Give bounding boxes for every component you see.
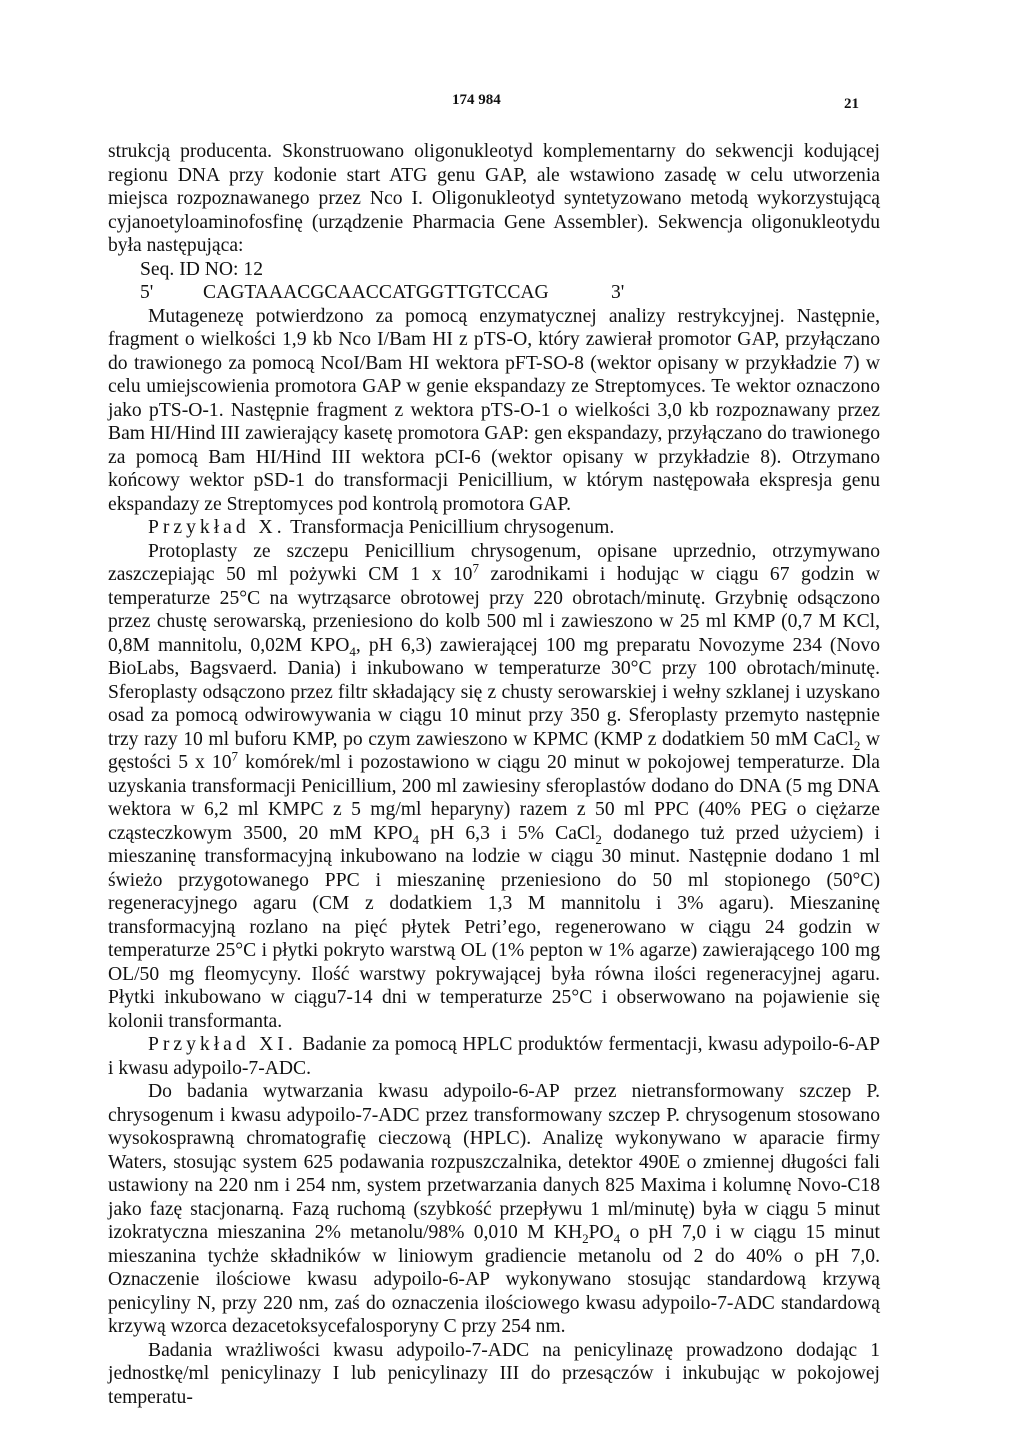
example-11-heading (108, 1033, 880, 1080)
sequence-letters: CAGTAAACGCAACCATGGTTGTCCAG (203, 282, 549, 303)
text-segment: PO (588, 1222, 614, 1243)
page-header (0, 92, 1024, 116)
subscript: 2 (582, 1230, 589, 1246)
subscript: 4 (349, 643, 356, 659)
subscript: 4 (613, 1230, 621, 1246)
sequence-line (108, 281, 880, 305)
text-segment: Protoplasty ze szczepu Penicillium chrysogenum, opisane uprzednio, otrzymywano zaszczepiając 50 ml pożywki CM 1 x 10 (108, 540, 880, 585)
page-number: 21 (844, 96, 859, 112)
text-segment: Do badania wytwarzania kwasu adypoilo-6-AP przez nietransformowany szczep P. chrysogenum i kwasu adypoilo-7-ADC przez transformowany szczep P. chrysogenum stosowano wysokosprawną chromatografię cieczową (HPLC). Analizę wykonywano w aparacie firmy Waters, stosując system 625 podawania rozpuszczalnika, detektor 490E o zmiennej długości fali ustawiony na 220 nm i 254 nm, system przetwarzania danych 825 Maxima i kolumnę Novo-C18 jako fazę stacjonarną. Fazą ruchomą (szybkość przepływu 1 ml/minutę) była w ciągu 5 minut izokratyczna mieszanina 2% metanolu/98% 0,010 M KH (108, 1081, 880, 1243)
text-segment: zarodnikami i hodując w ciągu 67 godzin w temperaturze 25°C na wytrząsarce obrotowej przy 220 obrotach/minutę. Grzybnię odsączono przez chustę serowarską, przeniesiono do kolb 500 ml i zawieszono w 25 ml KMP (0,7 M KCl, 0,8M mannitolu, 0,02M KPO (108, 564, 880, 656)
subscript: 2 (595, 831, 602, 847)
patent-number: 174 984 (452, 92, 501, 108)
paragraph-construct: strukcją producenta. Skonstruowano oligonukleotyd komplementarny do sekwencji kodującej regionu DNA przy kodonie start ATG genu GAP, ale wstawiono zasadę w celu utworzenia miejsca rozpoznawanego przez Nco I. Oligonukleotyd syntetyzowano metodą wykorzystującą cyjanoetyloaminofosfinę (urządzenie Pharmacia Gene Assembler). Sekwencja oligonukleotydu była następująca: (108, 141, 880, 256)
text-segment: dodanego tuż przed użyciem) i mieszaninę transformacyjną inkubowano na lodzie w ciągu 30 minut. Następnie dodano 1 ml świeżo przygotowanego PPC i mieszaninę przeniesiono do 50 ml stopionego (50°C) regeneracyjnego agaru (CM z dodatkiem 1,3 M mannitolu i 3% agaru). Mieszaninę transformacyjną rozlano na pięć płytek Petri’ego, regenerowano w ciągu 24 godzin w temperaturze 25°C i płytki pokryto warstwą OL (1% pepton w 1% agarze) zawierającego 100 mg OL/50 mg fleomycyny. Ilość warstwy pokrywającej była równa ilości regeneracyjnej agaru. Płytki inkubowano w ciągu7-14 dni w temperaturze 25°C i obserwowano na pojawienie się kolonii transformanta. (108, 822, 880, 1032)
text-segment: komórek/ml i pozostawiono w ciągu 20 minut w pokojowej temperaturze. Dla uzyskania transformacji Penicillium, 200 ml zawiesiny sferoplastów dodano do DNA (5 mg DNA wektora w 6,2 ml KMPC z 5 mg/ml heparyny) razem z 50 ml PPC (40% PEG o ciężarze cząsteczkowym 3500, 20 mM KPO (108, 752, 880, 844)
paragraph-transformation (108, 540, 880, 1034)
example-10-heading (108, 516, 880, 540)
example-10-label: Przykład X. (148, 517, 286, 538)
example-10-title: Transformacja Penicillium chrysogenum. (290, 517, 615, 538)
superscript: 7 (472, 560, 479, 576)
text-segment: , pH 6,3) zawierającej 100 mg preparatu Novozyme 234 (Novo BioLabs, Bagsvaerd. Dania) i inkubowano w temperaturze 30°C przy 100 obrotach/minutę. Sferoplasty odsączono przez filtr składający się z chusty serowarskiej i wełny szklanej i uzyskano osad za pomocą odwirowywania w ciągu 10 minut przy 350 g. Sferoplasty przemyto następnie trzy razy 10 ml buforu KMP, po czym zawieszono w KPMC (KMP z dodatkiem 50 mM CaCl (108, 634, 881, 750)
text-segment: pH 6,3 i 5% CaCl (418, 822, 596, 844)
paragraph-mutagenesis: Mutagenezę potwierdzono za pomocą enzymatycznej analizy restrykcyjnej. Następnie, fragment o wielkości 1,9 kb Nco I/Bam HI z pTS-O, który zawierał promotor GAP, przyłączano do trawionego za pomocą NcoI/Bam HI wektora pFT-SO-8 (wektor opisany w przykładzie 7) w celu umiejscowienia promotora GAP w genie ekspandazy ze Streptomyces. Te wektor oznaczono jako pTS-O-1. Następnie fragment z wektora pTS-O-1 o wielkości 3,0 kb rozpoznawany przez Bam HI/Hind III zawierający kasetę promotora GAP: gen ekspandazy, przyłączano do trawionego za pomocą Bam HI/Hind III wektora pCI-6 (wektor opisany w przykładzie 8). Otrzymano końcowy wektor pSD-1 do transformacji Penicillium, w którym następowała ekspresja genu ekspandazy ze Streptomyces pod kontrolą promotora GAP. (108, 305, 880, 515)
text-segment: o pH 7,0 i w ciągu 15 minut mieszanina tychże składników w liniowym gradiencie metanolu od 2 do 40% o pH 7,0. Oznaczenie ilościowe kwasu adypoilo-6-AP wykonywano stosując standardową krzywą penicyliny N, przy 220 nm, zaś do oznaczenia ilościowego kwasu adypoilo-7-ADC standardową krzywą wzorca dezacetoksycefalosporyny C przy 254 nm. (108, 1222, 880, 1337)
sequence-3-prime: 3' (611, 282, 625, 303)
paragraph-hplc (108, 1080, 880, 1339)
body-text (108, 140, 880, 1409)
sequence-5-prime: 5' (140, 282, 154, 303)
paragraph-penicillinase: Badania wrażliwości kwasu adypoilo-7-ADC na penicylinazę prowadzono dodając 1 jednostkę/ml penicylinazy I lub penicylinazy III do przesączów i inkubując w pokojowej temperatu- (108, 1339, 880, 1408)
sequence-id: Seq. ID NO: 12 (140, 258, 263, 280)
example-11-label: Przykład XI. (148, 1034, 297, 1055)
superscript: 7 (231, 748, 239, 764)
subscript: 4 (412, 831, 419, 847)
subscript: 2 (853, 737, 861, 753)
example-11-title: Badanie za pomocą HPLC produktów fermentacji, kwasu adypoilo-6-AP i kwasu adypoilo-7-ADC. (108, 1034, 880, 1079)
text-segment: w gęstości 5 x 10 (108, 728, 880, 773)
